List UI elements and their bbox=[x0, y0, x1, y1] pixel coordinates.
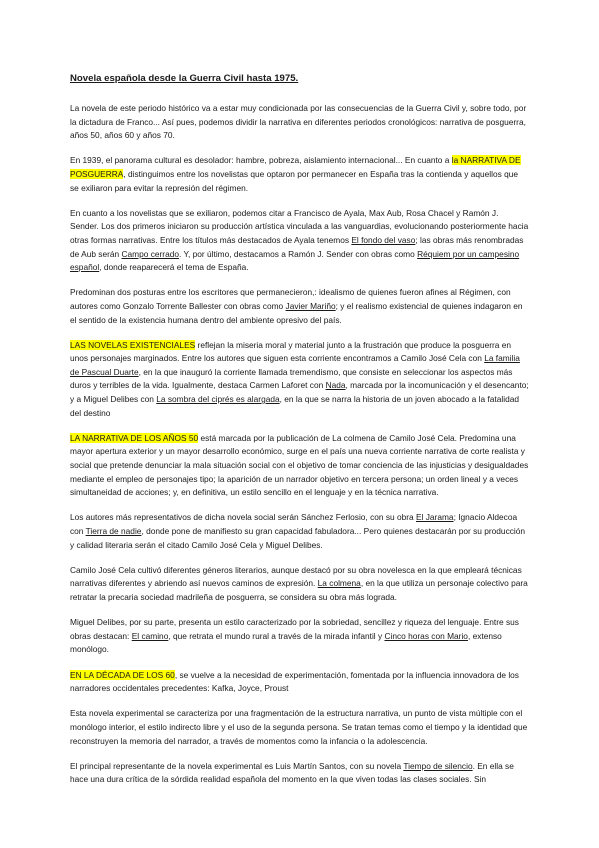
text-run: Predominan dos posturas entre los escritores que permanecieron,: idealismo de quienes fueron afines al Régimen, con autores como Gonzalo Torrente Ballester con obras como bbox=[70, 287, 511, 311]
text-run: ; las obras más renombradas de Aub serán bbox=[70, 234, 524, 259]
work-title: Campo cerrado bbox=[121, 248, 180, 259]
paragraph-martin-santos bbox=[70, 760, 529, 787]
text-run: , en la que inauguró la corriente llamada tremendismo, que consiste en seleccionar los aspectos más duros y terribles de la vida. Igualmente, destaca Carmen Laforet con bbox=[70, 366, 513, 391]
highlighted-term: LAS NOVELAS EXISTENCIALES bbox=[70, 339, 196, 350]
work-title: Javier Mariño bbox=[285, 300, 336, 311]
text-run: , extenso monólogo. bbox=[70, 630, 502, 655]
text-run: En cuanto a los novelistas que se exiliaron, podemos citar a Francisco de Ayala, Max Aub, Rosa Chacel y Ramón J. Sender. Los dos primeros iniciaron su producción artística vinculada a las vanguardias, evolucionando posteriormente hacia otras formas narrativas. Entre los títulos más destacados de Ayala tenemos bbox=[70, 207, 529, 245]
work-title: Cinco horas con Mario bbox=[384, 630, 468, 641]
highlighted-term: la NARRATIVA DE POSGUERRA bbox=[70, 155, 521, 179]
paragraph-autores-sociales bbox=[70, 511, 529, 552]
text-run: Los autores más representativos de dicha novela social serán Sánchez Ferlosio, con su obra bbox=[70, 512, 416, 523]
text-run: , donde pone de manifiesto su gran capacidad fabuladora... Pero quienes destacarán por su producción y calidad literaria serán el citado Camilo José Cela y Miguel Delibes. bbox=[70, 526, 526, 550]
text-run: , que retrata el mundo rural a través de la mirada infantil y bbox=[168, 630, 385, 641]
text-run: , distinguimos entre los novelistas que optaron por permanecer en España tras la contienda y aquellos que se exiliaron para evitar la represión del régimen. bbox=[70, 168, 519, 193]
work-title: La colmena bbox=[317, 578, 361, 589]
paragraph-anos-50 bbox=[70, 432, 529, 500]
paragraph-anos-60 bbox=[70, 669, 529, 696]
paragraph-existenciales bbox=[70, 339, 529, 421]
text-run: , donde reaparecerá el tema de España. bbox=[99, 262, 249, 273]
paragraph-experimental: Esta novela experimental se caracteriza por una fragmentación de la estructura narrativa, un punto de vista múltiple con el monólogo interior, el estilo indirecto libre y el uso de la segunda persona. Se tratan temas como el tiempo y la identidad que reconstruyen la memoria del narrador, a través de momentos como la infancia o la adolescencia. bbox=[70, 708, 528, 746]
work-title: El fondo del vaso bbox=[351, 234, 416, 245]
paragraph-cela bbox=[70, 564, 529, 605]
paragraph-exiliados bbox=[70, 207, 529, 275]
text-run: , en la que utiliza un personaje colectivo para retratar la precaria sociedad madrileña de posguerra, se considera su obra más lograda. bbox=[70, 578, 528, 602]
paragraph-delibes bbox=[70, 616, 529, 657]
work-title: El camino bbox=[131, 630, 169, 641]
work-title: Nada bbox=[325, 380, 346, 391]
text-run: . En ella se hace una dura crítica de la sórdida realidad española del momento en la que viven todas las clases sociales. Sin bbox=[70, 760, 514, 785]
text-run: , se vuelve a la necesidad de experimentación, fomentada por la influencia innovadora de los narradores occidentales precedentes: Kafka, Joyce, Proust bbox=[70, 669, 519, 694]
work-title: La familia de Pascual Duarte bbox=[70, 353, 520, 377]
text-run: El principal representante de la novela experimental es Luis Martín Santos, con su novela bbox=[70, 760, 404, 771]
text-run: reflejan la miseria moral y material junto a la frustración que produce la posguerra en unos personajes marginados. Entre los autores que siguen esta corriente encontramos a Camilo José Cela con bbox=[70, 339, 512, 364]
work-title: Tiempo de silencio bbox=[403, 760, 473, 771]
highlighted-term: LA NARRATIVA DE LOS AÑOS 50 bbox=[70, 432, 199, 443]
work-title: Tierra de nadie bbox=[85, 526, 142, 536]
text-run: está marcada por la publicación de La colmena de Camilo José Cela. Predomina una mayor apertura exterior y un mayor desarrollo económico, surge en el país una nueva corriente narrativa de corte realista y social que pretende denunciar la mala situación social con el objetivo de tomar conciencia de las injusticias y desigualdades mediante el empleo de personajes tipo; la aparición de un narrador objetivo en tercera persona; un orden lineal y a veces simultaneidad de acciones; y, en definitiva, un estilo sencillo en el lenguaje y en la técnica narrativa. bbox=[70, 432, 529, 498]
work-title: Réquiem por un campesino español bbox=[70, 248, 520, 273]
paragraph-posturas bbox=[70, 286, 529, 327]
highlighted-term: EN LA DÉCADA DE LOS 60 bbox=[70, 669, 175, 680]
work-title: La sombra del ciprés es alargada bbox=[156, 394, 280, 405]
paragraph-intro: La novela de este periodo histórico va a estar muy condicionada por las consecuencias de la Guerra Civil y, sobre todo, por la dictadura de Franco... Así pues, podemos dividir la narrativa en diferentes periodos cronológicos: narrativa de posguerra, años 50, años 60 y años 70. bbox=[70, 103, 527, 141]
text-run: Camilo José Cela cultivó diferentes géneros literarios, aunque destacó por su obra novelesca en la que empleará técnicas narrativas diferentes y abriendo así nuevos caminos de expresión. bbox=[70, 564, 522, 589]
text-run: Miguel Delibes, por su parte, presenta un estilo caracterizado por la sobriedad, sencillez y riqueza del lenguaje. Entre sus obras destacan: bbox=[70, 617, 519, 641]
text-run: , marcada por la incomunicación y el desencanto; y a Miguel Delibes con bbox=[70, 380, 529, 405]
text-run: . Y, por último, destacamos a Ramón J. Sender con obras como bbox=[179, 248, 418, 259]
text-run: En 1939, el panorama cultural es desolador: hambre, pobreza, aislamiento internacional... En cuanto a bbox=[70, 155, 452, 166]
text-run: , en la que se narra la historia de un joven abocado a la fatalidad del destino bbox=[70, 394, 519, 418]
work-title: El Jarama bbox=[416, 512, 454, 523]
paragraph-posguerra bbox=[70, 154, 529, 195]
text-run: ; Ignacio Aldecoa con bbox=[70, 512, 518, 536]
text-run: ; y el realismo existencial de quienes indagaron en el sentido de la existencia humana dentro del ambiente opresivo del país. bbox=[70, 300, 523, 325]
page-title: Novela española desde la Guerra Civil hasta 1975. bbox=[70, 73, 299, 84]
